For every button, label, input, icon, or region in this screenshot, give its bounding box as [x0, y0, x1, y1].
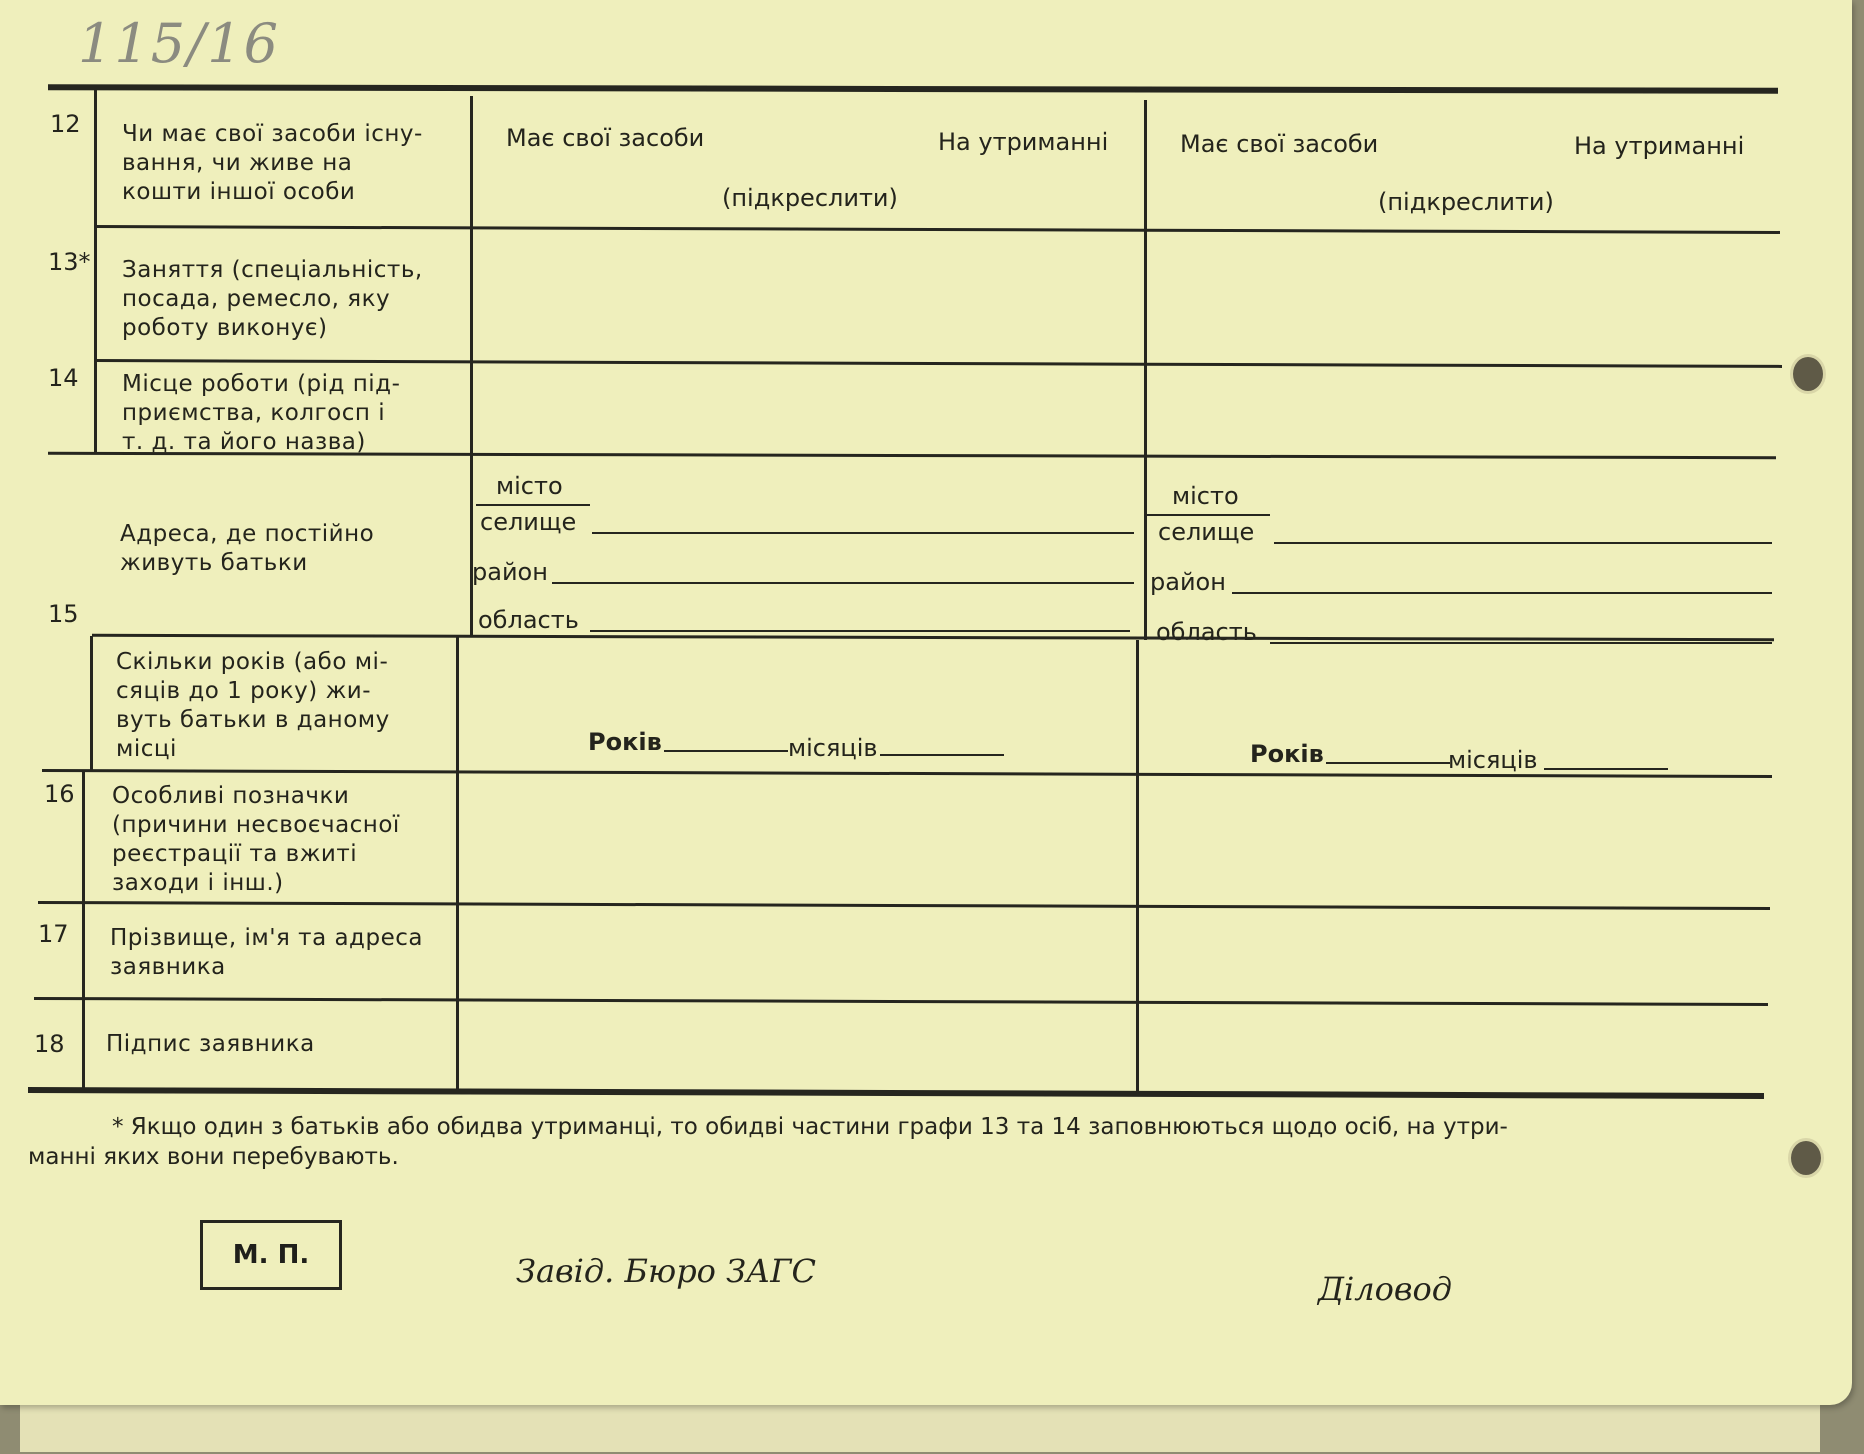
- row-number-13: 13*: [48, 248, 91, 276]
- left-years-label: Років: [588, 728, 662, 756]
- row-14-label: Місце роботи (рід під- приємства, колгосп і т. д. та його назва): [122, 371, 401, 455]
- table-bottom-rule: [28, 1087, 1764, 1099]
- left-underline-note: (підкреслити): [722, 184, 898, 212]
- label-column-divider-lower: [456, 636, 459, 1092]
- right-months-line: [1544, 768, 1668, 770]
- right-city-label: місто: [1172, 482, 1239, 510]
- row-15b-label: Скільки років (або мі- сяців до 1 року) жи- вуть батьки в даному місці: [116, 649, 390, 762]
- punch-hole: [1790, 354, 1826, 394]
- right-years-label: Років: [1250, 740, 1324, 768]
- right-underline-note: (підкреслити): [1378, 188, 1554, 216]
- row-16-bottom-rule: [38, 901, 1770, 910]
- row-number-14: 14: [48, 364, 79, 392]
- row-16-label: Особливі позначки (причини несвоєчасної реєстрації та вжиті заходи і інш.): [112, 783, 400, 896]
- row-17-label: Прізвище, ім'я та адреса заявника: [110, 925, 423, 980]
- row-number-16: 16: [44, 780, 75, 808]
- page-number: 115/16: [78, 12, 280, 75]
- right-months-label: місяців: [1448, 746, 1538, 774]
- right-region-line: [1270, 642, 1772, 644]
- left-region-label: область: [478, 606, 579, 634]
- stamp-placeholder: М. П.: [200, 1220, 342, 1290]
- num-column-divider-lower: [90, 636, 93, 772]
- left-dependent-option: На утриманні: [938, 128, 1109, 156]
- right-district-line: [1232, 592, 1772, 594]
- row-12-bottom-rule: [94, 225, 1780, 234]
- right-district-label: район: [1150, 568, 1226, 596]
- right-village-line: [1274, 542, 1772, 544]
- head-signature-label: Завід. Бюро ЗАГС: [516, 1252, 816, 1290]
- row-number-12: 12: [50, 110, 81, 138]
- num-column-divider: [94, 90, 97, 454]
- left-months-label: місяців: [788, 734, 878, 762]
- middle-column-divider: [1144, 100, 1147, 640]
- middle-column-divider-lower: [1136, 640, 1139, 1096]
- right-own-means-option: Має свої засоби: [1180, 130, 1379, 158]
- left-own-means-option: Має свої засоби: [506, 124, 705, 152]
- row-15-label: Адреса, де постійно живуть батьки: [120, 521, 375, 576]
- left-city-label: місто: [496, 472, 563, 500]
- left-village-label: селище: [480, 508, 577, 536]
- clerk-signature-label: Діловод: [1318, 1270, 1453, 1308]
- punch-hole: [1788, 1138, 1824, 1178]
- label-column-divider: [470, 96, 473, 636]
- left-region-line: [590, 630, 1130, 632]
- row-15a-bottom-rule: [92, 634, 1774, 641]
- row-13-bottom-rule: [94, 359, 1782, 368]
- right-region-label: область: [1156, 618, 1257, 646]
- row-number-15: 15: [48, 600, 79, 628]
- left-village-line: [592, 532, 1134, 534]
- left-district-label: район: [472, 558, 548, 586]
- left-city-separator: [476, 504, 590, 506]
- left-district-line: [552, 582, 1134, 584]
- row-12-label: Чи має свої засоби існу- вання, чи живе на кошти іншої особи: [122, 121, 423, 205]
- left-years-line: [664, 750, 788, 752]
- right-dependent-option: На утриманні: [1574, 132, 1745, 160]
- left-months-line: [880, 754, 1004, 756]
- row-18-label: Підпис заявника: [106, 1031, 315, 1057]
- row-number-18: 18: [34, 1030, 65, 1058]
- table-top-rule: [48, 84, 1778, 94]
- right-years-line: [1326, 762, 1450, 764]
- right-city-separator: [1146, 514, 1270, 516]
- row-17-bottom-rule: [34, 997, 1768, 1006]
- row-number-17: 17: [38, 920, 69, 948]
- right-village-label: селище: [1158, 518, 1255, 546]
- num-column-divider-bottom: [82, 772, 85, 1092]
- row-13-label: Заняття (спеціальність, посада, ремесло, яку роботу виконує): [122, 257, 423, 341]
- footnote: * Якщо один з батьків або обидва утриманці, то обидві частини графи 13 та 14 заповнюються щодо осіб, на утри- манні яких вони перебувають.: [28, 1114, 1508, 1170]
